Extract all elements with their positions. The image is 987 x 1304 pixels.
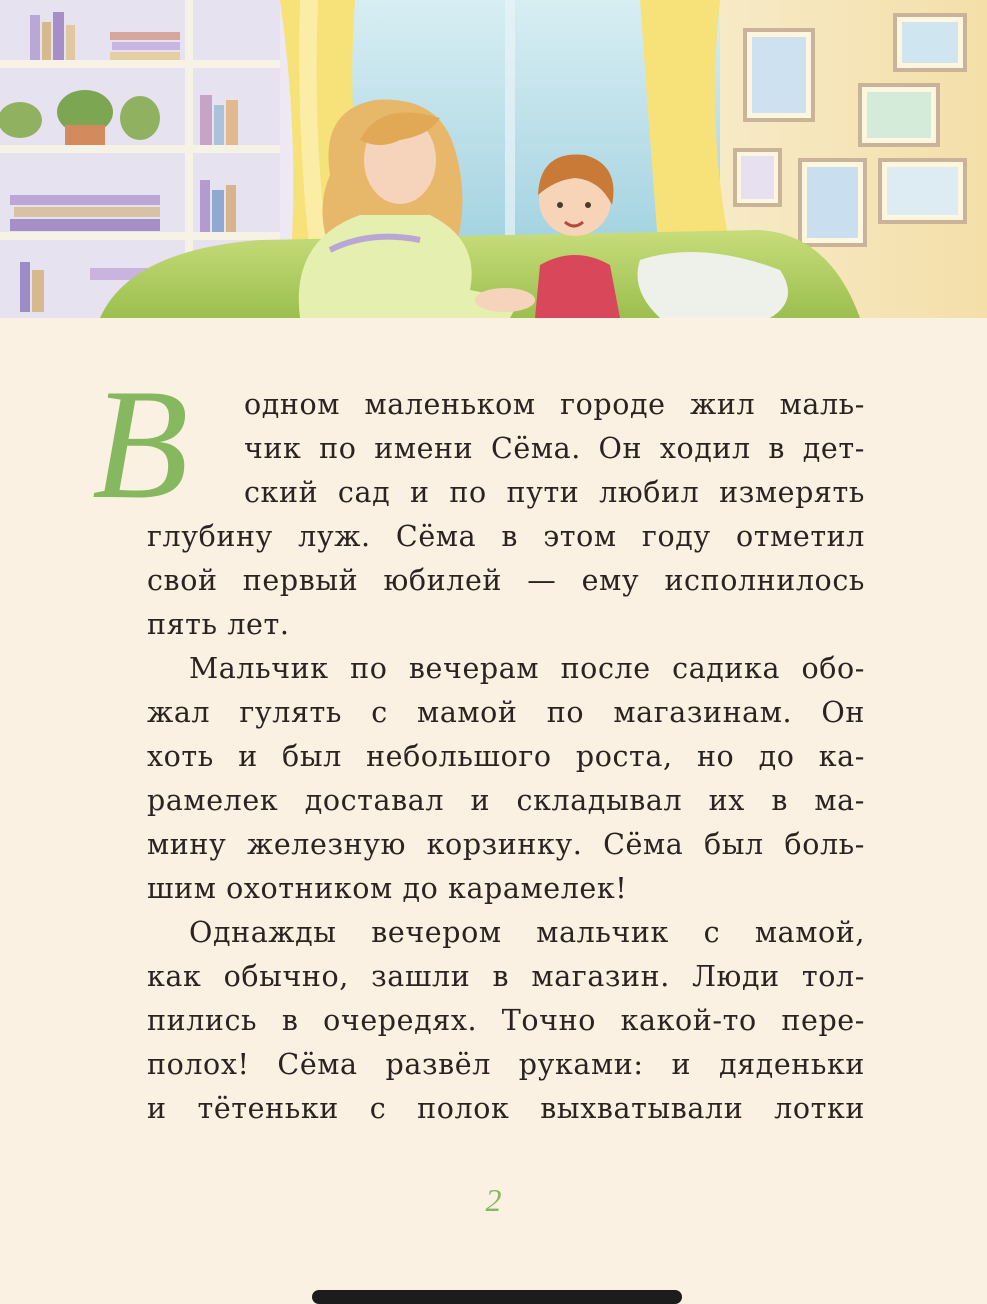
text-line: глубину луж. Сёма в этом году отметил <box>147 520 865 553</box>
story-illustration <box>0 0 987 335</box>
text-line: и тётеньки с полок выхватывали лотки <box>147 1092 865 1125</box>
story-text <box>147 383 865 1131</box>
page-number: 2 <box>485 1182 502 1218</box>
drop-cap: В <box>92 357 189 532</box>
text-line: свой первый юбилей — ему исполнилось <box>147 564 865 597</box>
text-line: чик по имени Сёма. Он ходил в дет- <box>244 432 865 465</box>
text-line: полох! Сёма развёл руками: и дяденьки <box>147 1048 865 1081</box>
text-line: мину железную корзинку. Сёма был боль- <box>147 828 865 861</box>
mother-and-son-illustration <box>0 0 987 335</box>
text-line: хоть и был небольшого роста, но до ка- <box>147 740 865 773</box>
text-line: одном маленьком городе жил маль- <box>244 388 865 421</box>
text-line: жал гулять с мамой по магазинам. Он <box>147 696 865 729</box>
text-line: пились в очередях. Точно какой-то пере- <box>147 1004 865 1037</box>
text-line: Мальчик по вечерам после садика обо- <box>189 652 865 685</box>
text-line: как обычно, зашли в магазин. Люди тол- <box>147 960 865 993</box>
home-indicator[interactable] <box>312 1290 682 1304</box>
text-line: шим охотником до карамелек! <box>147 872 628 905</box>
text-line: Однажды вечером мальчик с мамой, <box>189 916 865 949</box>
text-line: пять лет. <box>147 608 290 641</box>
text-line: ский сад и по пути любил измерять <box>244 476 865 509</box>
text-line: рамелек доставал и складывал их в ма- <box>147 784 865 817</box>
